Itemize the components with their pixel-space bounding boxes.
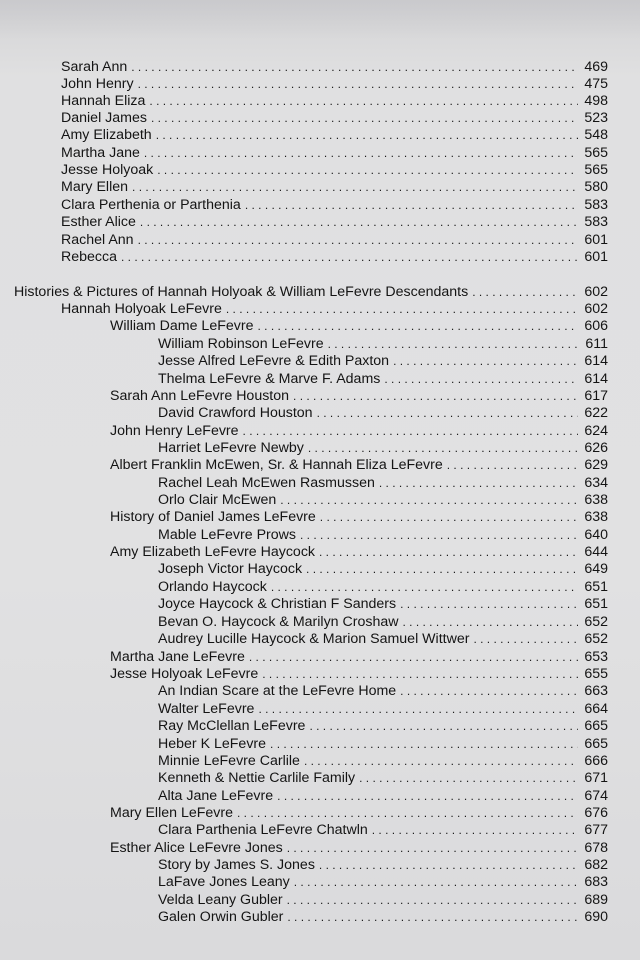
toc-entry-label: John Henry: [61, 76, 134, 92]
toc-entry: [158, 718, 608, 735]
dot-leader: [320, 509, 578, 526]
toc-entry-label: Clara Parthenia LeFevre Chatwln: [158, 822, 368, 838]
dot-leader: [138, 76, 578, 93]
toc-entry: [158, 770, 608, 787]
dot-leader: [249, 649, 578, 666]
toc-entry-page: 614: [584, 371, 608, 387]
dot-leader: [304, 753, 578, 770]
toc-entry-page: 649: [584, 561, 608, 577]
toc-entry: [110, 318, 608, 335]
toc-entry: [158, 788, 608, 805]
toc-entry-page: 601: [584, 232, 608, 248]
toc-entry-label: Galen Orwin Gubler: [158, 909, 284, 925]
toc-entry-page: 617: [584, 388, 608, 404]
toc-entry-page: 611: [585, 336, 608, 352]
dot-leader: [287, 892, 578, 909]
toc-entry-label: Esther Alice: [61, 214, 136, 230]
toc-entry-label: Mary Ellen: [61, 179, 129, 195]
dot-leader: [270, 736, 578, 753]
toc-entry-label: John Henry LeFevre: [110, 423, 239, 439]
toc-entry-page: 690: [584, 909, 608, 925]
toc-entry: [110, 423, 608, 440]
toc-entry-page: 665: [584, 736, 608, 752]
toc-entry-page: 683: [584, 874, 608, 890]
dot-leader: [287, 840, 578, 857]
toc-entry-page: 640: [584, 527, 608, 543]
toc-entry-label: Daniel James: [61, 110, 147, 126]
dot-leader: [151, 110, 578, 127]
toc-entry: [61, 162, 608, 179]
toc-entry-label: Orlando Haycock: [158, 579, 267, 595]
dot-leader: [328, 336, 578, 353]
dot-leader: [472, 284, 578, 301]
toc-entry-label: Jesse Holyoak: [61, 162, 154, 178]
section-heading-entry: [14, 284, 608, 301]
dot-leader: [237, 805, 578, 822]
toc-entry: [61, 127, 608, 144]
toc-entry-label: Thelma LeFevre & Marve F. Adams: [158, 371, 381, 387]
dot-leader: [384, 371, 578, 388]
dot-leader: [226, 301, 578, 318]
dot-leader: [156, 127, 578, 144]
dot-leader: [393, 353, 578, 370]
toc-entry-label: Joseph Victor Haycock: [158, 561, 303, 577]
dot-leader: [308, 440, 578, 457]
toc-entry-page: 583: [584, 197, 608, 213]
toc-entry-page: 652: [584, 631, 608, 647]
toc-entry: [61, 93, 608, 110]
page-top-shadow: [0, 0, 640, 40]
toc-entry-label: Minnie LeFevre Carlile: [158, 753, 300, 769]
toc-entry-page: 624: [584, 423, 608, 439]
toc-entry-label: Heber K LeFevre: [158, 736, 267, 752]
toc-entry-page: 652: [584, 614, 608, 630]
toc-entry-label: Hannah Eliza: [61, 93, 146, 109]
dot-leader: [359, 770, 578, 787]
toc-entry-page: 565: [584, 162, 608, 178]
toc-entry: [110, 666, 608, 683]
toc-entry: [158, 492, 608, 509]
toc-entry: [61, 76, 608, 93]
toc-entry: [61, 197, 608, 214]
toc-entry-label: Orlo Clair McEwen: [158, 492, 277, 508]
dot-leader: [400, 683, 578, 700]
toc-entry: [158, 475, 608, 492]
toc-entry: [61, 179, 608, 196]
toc-entry-label: David Crawford Houston: [158, 405, 313, 421]
toc-entry: [158, 579, 608, 596]
toc-entry: [158, 874, 608, 891]
toc-entry: [158, 440, 608, 457]
toc-entry-label: Martha Jane LeFevre: [110, 649, 245, 665]
dot-leader: [402, 614, 578, 631]
toc-entry-label: Alta Jane LeFevre: [158, 788, 274, 804]
toc-entry-page: 674: [584, 788, 608, 804]
dot-leader: [372, 822, 578, 839]
toc-entry-label: Jesse Alfred LeFevre & Edith Paxton: [158, 353, 390, 369]
toc-entry-label: History of Daniel James LeFevre: [110, 509, 316, 525]
toc-entry-page: 606: [584, 318, 608, 334]
toc-entry-page: 677: [584, 822, 608, 838]
toc-entry-page: 664: [584, 701, 608, 717]
toc-entry-label: Rebecca: [61, 249, 117, 265]
toc-entry-label: Bevan O. Haycock & Marilyn Croshaw: [158, 614, 399, 630]
dot-leader: [277, 788, 578, 805]
toc-entry-page: 651: [584, 596, 608, 612]
toc-entry: [158, 353, 608, 370]
toc-entry: [61, 59, 608, 76]
toc-entry-label: Audrey Lucille Haycock & Marion Samuel Wittwer: [158, 631, 470, 647]
toc-entry: [61, 214, 608, 231]
toc-entry-label: Joyce Haycock & Christian F Sanders: [158, 596, 397, 612]
toc-entry: [158, 527, 608, 544]
dot-leader: [140, 214, 578, 231]
dot-leader: [287, 909, 578, 926]
toc-entry: [61, 232, 608, 249]
toc-entry-page: 651: [584, 579, 608, 595]
toc-entry-label: Mable LeFevre Prows: [158, 527, 296, 543]
dot-leader: [149, 93, 578, 110]
toc-entry-page: 626: [584, 440, 608, 456]
dot-leader: [138, 232, 578, 249]
toc-entry-page: 638: [584, 509, 608, 525]
toc-entry-page: 655: [584, 666, 608, 682]
toc-entry: [158, 405, 608, 422]
dot-leader: [262, 666, 578, 683]
toc-entry-page: 665: [584, 718, 608, 734]
toc-entry-label: Sarah Ann: [61, 59, 128, 75]
dot-leader: [306, 561, 578, 578]
toc-entry-label: LaFave Jones Leany: [158, 874, 290, 890]
toc-entry-page: 638: [584, 492, 608, 508]
toc-entry-page: 580: [584, 179, 608, 195]
toc-entry: [61, 110, 608, 127]
dot-leader: [447, 457, 578, 474]
toc-entry-label: Jesse Holyoak LeFevre: [110, 666, 259, 682]
toc-entry: [110, 457, 608, 474]
toc-entry-page: 666: [584, 753, 608, 769]
toc-entry-page: 644: [584, 544, 608, 560]
toc-entry: [110, 509, 608, 526]
dot-leader: [319, 857, 578, 874]
toc-entry: [158, 892, 608, 909]
toc-entry: [61, 145, 608, 162]
dot-leader: [257, 318, 578, 335]
dot-leader: [473, 631, 578, 648]
toc-entry-page: 682: [584, 857, 608, 873]
dot-leader: [243, 423, 578, 440]
toc-entry: [158, 371, 608, 388]
toc-entry-label: An Indian Scare at the LeFevre Home: [158, 683, 397, 699]
toc-entry-page: 498: [584, 93, 608, 109]
toc-entry-page: 629: [584, 457, 608, 473]
dot-leader: [280, 492, 578, 509]
toc-entry: [158, 701, 608, 718]
toc-entry-page: 676: [584, 805, 608, 821]
dot-leader: [293, 388, 578, 405]
dot-leader: [317, 405, 578, 422]
toc-entry: [158, 596, 608, 613]
toc-entry: [110, 544, 608, 561]
toc-entry-label: Histories & Pictures of Hannah Holyoak & William LeFevre Descendants: [14, 284, 469, 300]
toc-entry-page: 523: [584, 110, 608, 126]
toc-entry-label: Martha Jane: [61, 145, 140, 161]
toc-entry-label: Sarah Ann LeFevre Houston: [110, 388, 290, 404]
toc-entry-label: Mary Ellen LeFevre: [110, 805, 234, 821]
toc-entry: [158, 909, 608, 926]
toc-entry-page: 634: [584, 475, 608, 491]
dot-leader: [309, 718, 578, 735]
toc-entry-label: Amy Elizabeth: [61, 127, 152, 143]
dot-leader: [157, 162, 578, 179]
toc-entry-label: Esther Alice LeFevre Jones: [110, 840, 283, 856]
dot-leader: [379, 475, 578, 492]
toc-entry: [158, 561, 608, 578]
toc-entry-label: Hannah Holyoak LeFevre: [61, 301, 222, 317]
dot-leader: [300, 527, 578, 544]
toc-entry-label: Clara Perthenia or Parthenia: [61, 197, 241, 213]
toc-entry: [158, 753, 608, 770]
toc-entry-page: 622: [584, 405, 608, 421]
toc-entry-label: Rachel Leah McEwen Rasmussen: [158, 475, 375, 491]
toc-entry-page: 689: [584, 892, 608, 908]
toc-entry: [110, 649, 608, 666]
toc-entry-label: Story by James S. Jones: [158, 857, 315, 873]
toc-entry-page: 475: [584, 76, 608, 92]
toc-entry-page: 678: [584, 840, 608, 856]
toc-entry-label: William Robinson LeFevre: [158, 336, 324, 352]
toc-entry: [158, 614, 608, 631]
dot-leader: [294, 874, 578, 891]
toc-entry-page: 602: [584, 284, 608, 300]
toc-entry: [61, 249, 608, 266]
toc-entry: [158, 631, 608, 648]
toc-entry-label: Ray McClellan LeFevre: [158, 718, 306, 734]
toc-entry-label: Rachel Ann: [61, 232, 134, 248]
toc-entry-label: Walter LeFevre: [158, 701, 255, 717]
toc-entry-page: 653: [584, 649, 608, 665]
toc-entry: [158, 683, 608, 700]
toc-entry-page: 469: [584, 59, 608, 75]
toc-entry: [110, 805, 608, 822]
toc-entry-page: 602: [584, 301, 608, 317]
toc-entry-page: 614: [584, 353, 608, 369]
dot-leader: [131, 59, 578, 76]
toc-entry: [158, 336, 608, 353]
dot-leader: [258, 701, 578, 718]
toc-entry-label: Velda Leany Gubler: [158, 892, 283, 908]
toc-entry-page: 548: [584, 127, 608, 143]
dot-leader: [319, 544, 578, 561]
toc-entry-page: 601: [584, 249, 608, 265]
toc-entry-page: 583: [584, 214, 608, 230]
toc-entry-label: Harriet LeFevre Newby: [158, 440, 304, 456]
toc-entry-label: Kenneth & Nettie Carlile Family: [158, 770, 356, 786]
dot-leader: [245, 197, 578, 214]
dot-leader: [132, 179, 578, 196]
toc-entry: [158, 857, 608, 874]
toc-entry: [158, 822, 608, 839]
dot-leader: [271, 579, 578, 596]
toc-entry-page: 663: [584, 683, 608, 699]
toc-entry-label: Amy Elizabeth LeFevre Haycock: [110, 544, 316, 560]
toc-entry: [61, 301, 608, 318]
dot-leader: [400, 596, 578, 613]
toc-entry: [158, 736, 608, 753]
toc-entry: [110, 388, 608, 405]
toc-entry-page: 565: [584, 145, 608, 161]
dot-leader: [121, 249, 578, 266]
toc-entry-label: Albert Franklin McEwen, Sr. & Hannah Eliza LeFevre: [110, 457, 443, 473]
toc-entry-label: William Dame LeFevre: [110, 318, 254, 334]
toc-entry: [110, 840, 608, 857]
dot-leader: [144, 145, 578, 162]
toc-entry-page: 671: [584, 770, 608, 786]
